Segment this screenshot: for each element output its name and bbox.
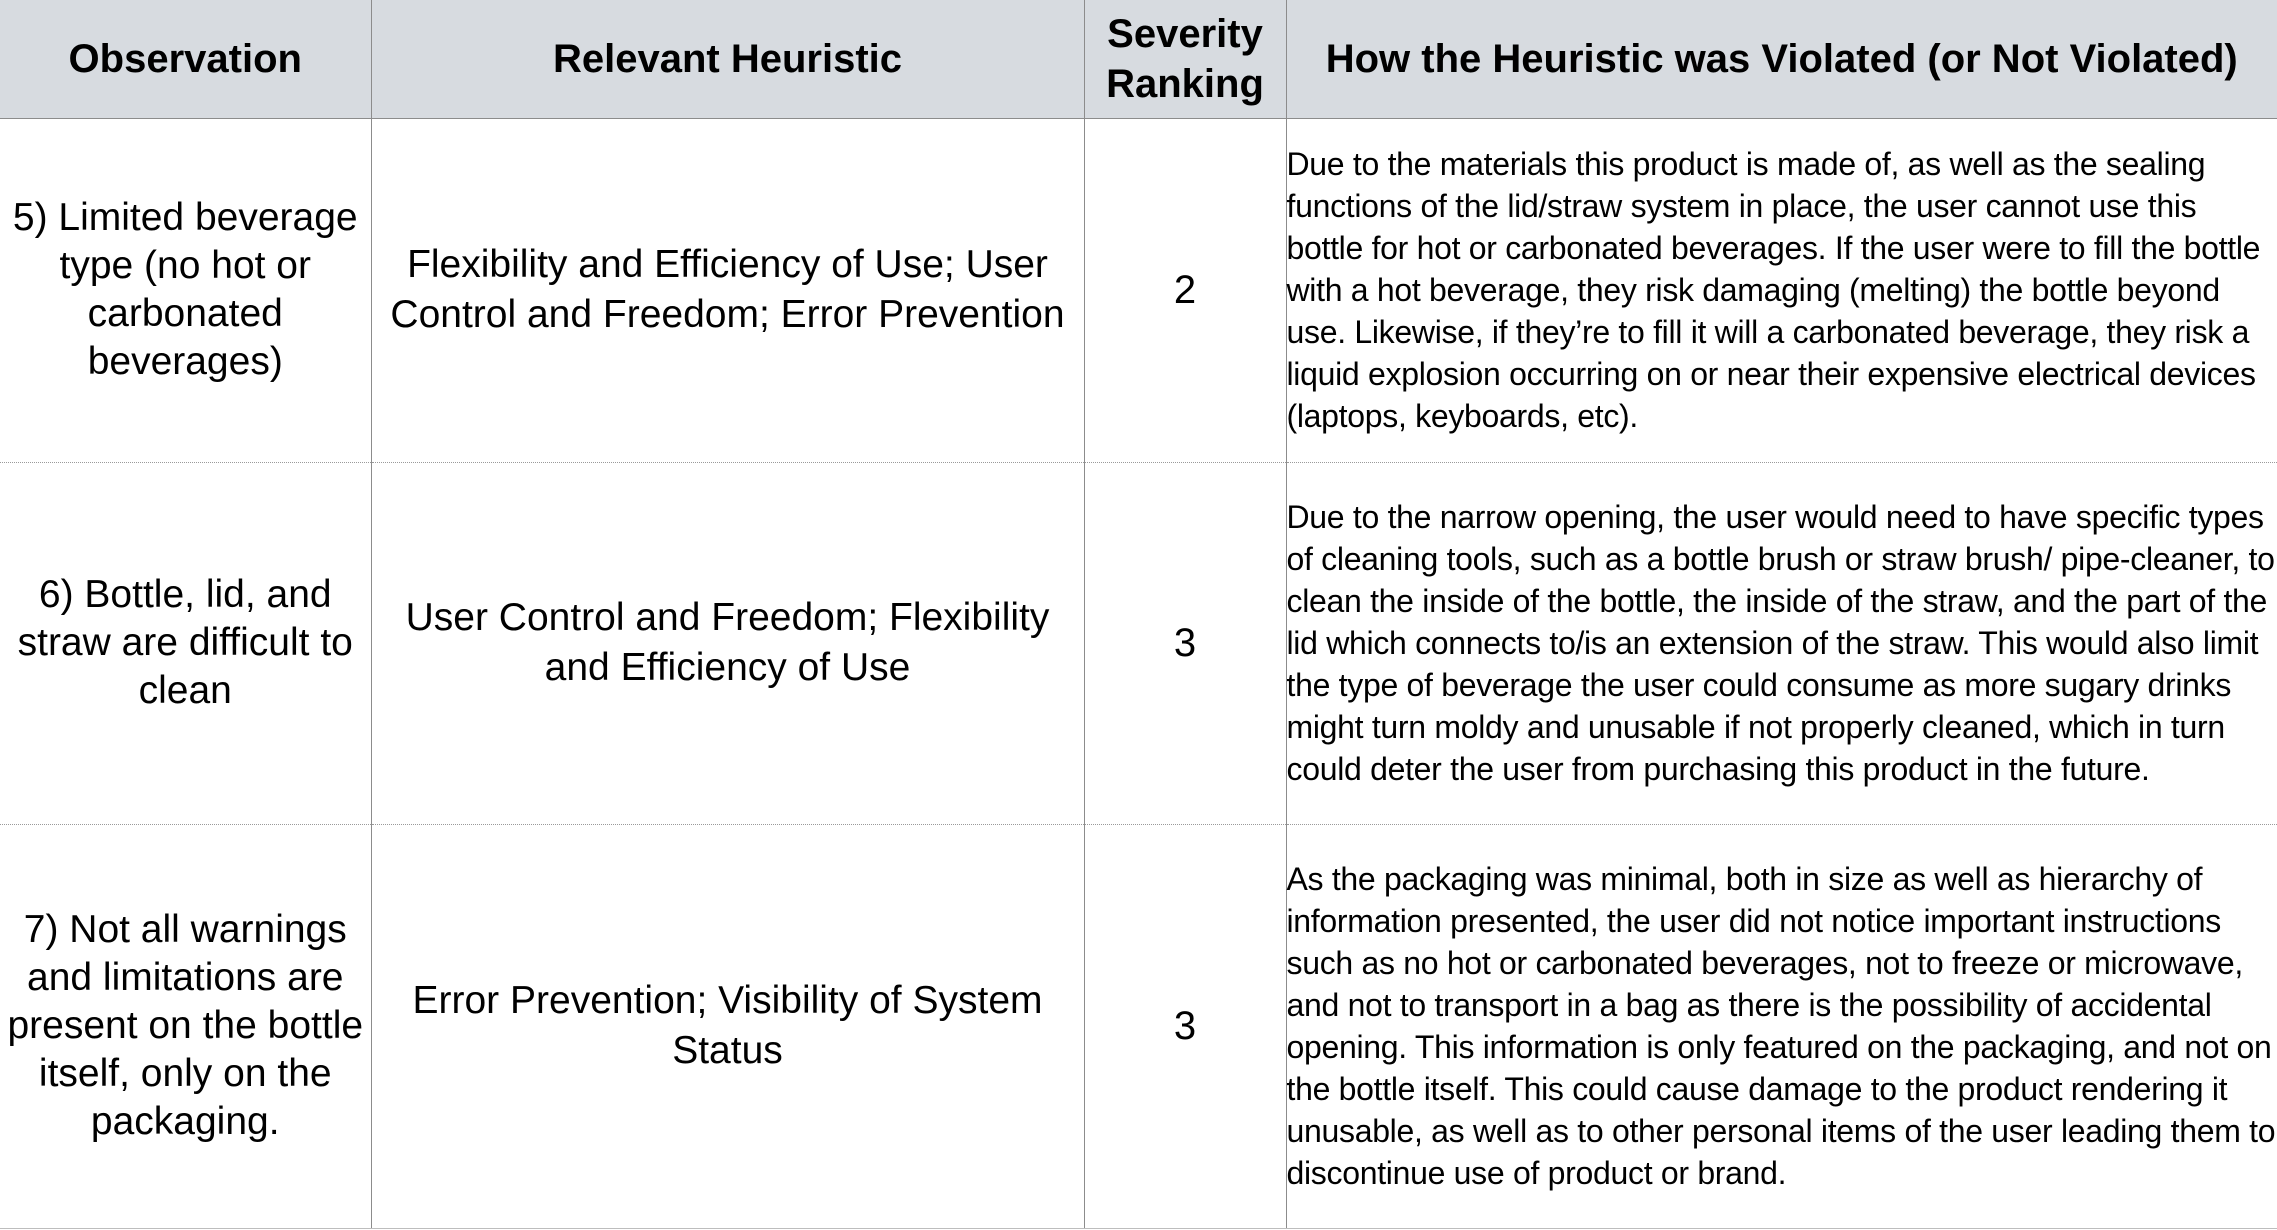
heuristic-cell: Flexibility and Efficiency of Use; User Control and Freedom; Error Prevention	[371, 118, 1084, 462]
header-how-violated: How the Heuristic was Violated (or Not Violated)	[1286, 0, 2277, 118]
how-violated-cell: As the packaging was minimal, both in size as well as hierarchy of information presented, the user did not notice important instructions such as no hot or carbonated beverages, not to freeze or microwave, and not to transport in a bag as there is the possibility of accidental opening. This information is only featured on the packaging, and not on the bottle itself. This could cause damage to the product rendering it unusable, as well as to other personal items of the user leading them to discontinue use of product or brand.	[1286, 824, 2277, 1228]
how-violated-cell: Due to the materials this product is made of, as well as the sealing functions of the lid/straw system in place, the user cannot use this bottle for hot or carbonated beverages. If the user were to fill the bottle with a hot beverage, they risk damaging (melting) the bottle beyond use. Likewise, if they’re to fill it will a carbonated beverage, they risk a liquid explosion occurring on or near their expensive electrical devices (laptops, keyboards, etc).	[1286, 118, 2277, 462]
severity-cell: 3	[1084, 824, 1286, 1228]
observation-cell: 6) Bottle, lid, and straw are difficult to clean	[0, 462, 371, 824]
observation-cell: 5) Limited beverage type (no hot or carbonated beverages)	[0, 118, 371, 462]
heuristic-cell: Error Prevention; Visibility of System Status	[371, 824, 1084, 1228]
severity-cell: 2	[1084, 118, 1286, 462]
header-row	[0, 0, 2277, 118]
observation-cell: 7) Not all warnings and limitations are present on the bottle itself, only on the packaging.	[0, 824, 371, 1228]
heuristic-cell: User Control and Freedom; Flexibility and Efficiency of Use	[371, 462, 1084, 824]
header-observation: Observation	[0, 0, 371, 118]
severity-cell: 3	[1084, 462, 1286, 824]
table-row	[0, 462, 2277, 824]
how-violated-cell: Due to the narrow opening, the user would need to have specific types of cleaning tools, such as a bottle brush or straw brush/ pipe-cleaner, to clean the inside of the bottle, the inside of the straw, and the part of the lid which connects to/is an extension of the straw. This would also limit the type of beverage the user could consume as more sugary drinks might turn moldy and unusable if not properly cleaned, which in turn could deter the user from purchasing this product in the future.	[1286, 462, 2277, 824]
table-row	[0, 824, 2277, 1228]
header-severity-ranking: Severity Ranking	[1084, 0, 1286, 118]
table-row	[0, 118, 2277, 462]
header-relevant-heuristic: Relevant Heuristic	[371, 0, 1084, 118]
